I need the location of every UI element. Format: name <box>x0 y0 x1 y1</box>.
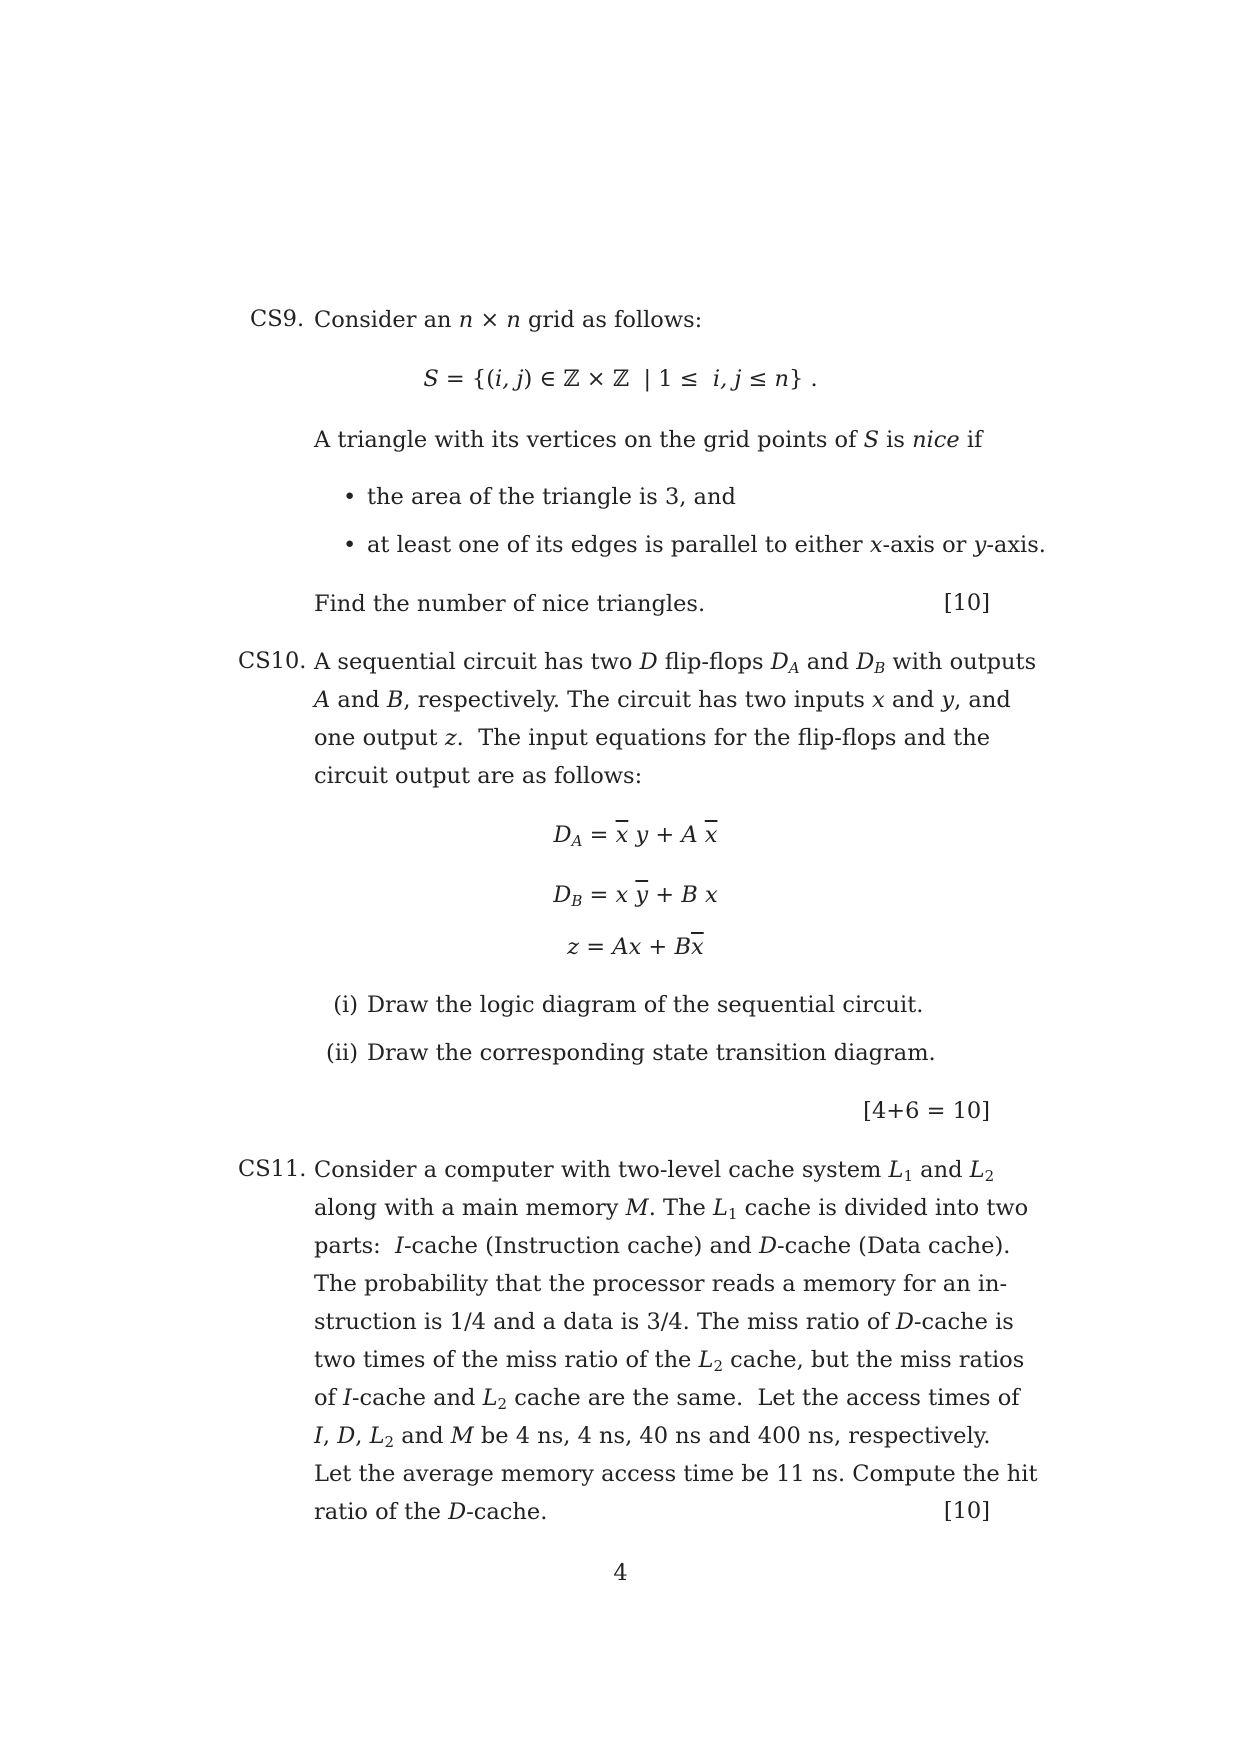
cs9-nice-definition: A triangle with its vertices on the grid points of S is nice if <box>314 427 983 453</box>
cs9-marks: [10] <box>943 590 990 616</box>
cs11-line-10: ratio of the D-cache. <box>314 1499 548 1525</box>
cs11-line-3: parts: I-cache (Instruction cache) and D-cache (Data cache). <box>314 1233 1011 1259</box>
cs9-set-definition: S = {(i, j) ∈ ℤ × ℤ | 1 ≤ i, j ≤ n} . <box>423 366 818 392</box>
problem-label-cs11: CS11. <box>238 1156 307 1182</box>
problem-label-cs10: CS10. <box>238 648 307 674</box>
bullet-icon: • <box>343 484 357 510</box>
cs11-line-5: struction is 1/4 and a data is 3/4. The miss ratio of D-cache is <box>314 1309 1014 1335</box>
cs10-part-i-number: (i) <box>333 992 358 1018</box>
cs10-part-ii-text: Draw the corresponding state transition diagram. <box>367 1040 936 1066</box>
page-number: 4 <box>613 1560 628 1586</box>
cs11-line-9: Let the average memory access time be 11 ns. Compute the hit <box>314 1461 1038 1487</box>
cs11-line-7: of I-cache and $L_2$ cache are the same. Let the access times of <box>314 1385 1020 1413</box>
cs10-equation-db: $D_B = x$ $\overline{y} + B$ x <box>553 882 718 910</box>
cs11-line-8: I, D, $L_2$ and M be 4 ns, 4 ns, 40 ns and 400 ns, respectively. <box>314 1423 991 1451</box>
cs10-marks: [4+6 = 10] <box>863 1098 990 1124</box>
cs10-equation-da: $D_A = \overline{x}$ y + A $\overline{x}$ <box>553 822 718 850</box>
bullet-icon: • <box>343 532 357 558</box>
cs11-line-6: two times of the miss ratio of the $L_2$ cache, but the miss ratios <box>314 1347 1025 1375</box>
problem-label-cs9: CS9. <box>250 306 305 332</box>
cs11-line-2: along with a main memory M. The $L_1$ cache is divided into two <box>314 1195 1029 1223</box>
cs9-question: Find the number of nice triangles. <box>314 591 706 617</box>
cs10-part-ii-number: (ii) <box>326 1040 358 1066</box>
cs10-line-2: A and B, respectively. The circuit has two inputs x and y, and <box>314 687 1011 713</box>
cs9-bullet-1: the area of the triangle is 3, and <box>367 484 736 510</box>
cs10-equation-z: $z = Ax + B\overline{x}$ <box>567 934 704 960</box>
cs11-marks: [10] <box>943 1498 990 1524</box>
cs10-line-1: A sequential circuit has two D flip-flops $D_A$ and $D_B$ with outputs <box>314 649 1037 677</box>
cs9-bullet-2: at least one of its edges is parallel to either x-axis or y-axis. <box>367 532 1046 558</box>
cs10-part-i-text: Draw the logic diagram of the sequential circuit. <box>367 992 924 1018</box>
cs9-intro: Consider an n × n grid as follows: <box>314 307 703 333</box>
cs11-line-1: Consider a computer with two-level cache system $L_1$ and $L_2$ <box>314 1157 995 1185</box>
cs10-line-3: one output z. The input equations for the flip-flops and the <box>314 725 991 751</box>
cs10-line-4: circuit output are as follows: <box>314 763 643 789</box>
cs11-line-4: The probability that the processor reads a memory for an in- <box>314 1271 1008 1297</box>
